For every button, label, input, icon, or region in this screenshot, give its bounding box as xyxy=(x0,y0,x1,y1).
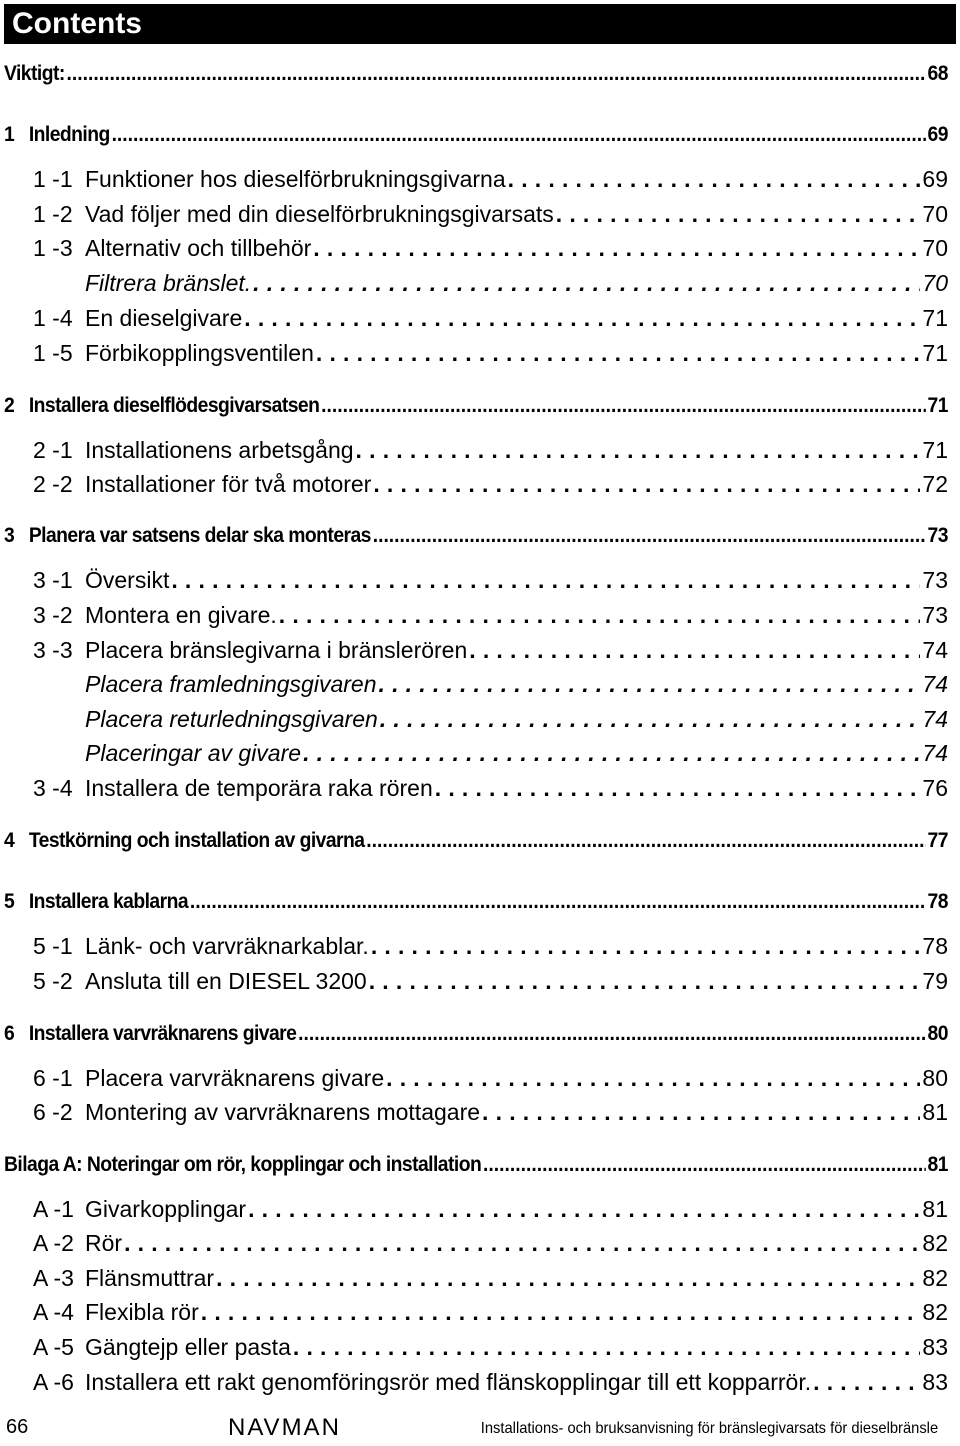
toc-entry-page: 77 xyxy=(927,829,948,852)
dot-leader xyxy=(321,394,925,418)
dot-leader xyxy=(253,270,920,297)
toc-entry[interactable] xyxy=(33,1099,948,1131)
dot-leader xyxy=(316,340,921,367)
dot-leader xyxy=(379,671,921,698)
toc-entry-title: Installera de temporära raka rören xyxy=(85,775,433,801)
toc-entry-number: 1 xyxy=(4,123,15,146)
toc-entry-page: 73 xyxy=(922,602,948,628)
toc-entry-title: Förbikopplingsventilen xyxy=(85,340,314,366)
toc-entry-number: 6 xyxy=(4,1022,15,1045)
toc-entry-title: Placera framledningsgivaren xyxy=(85,671,377,697)
toc-entry[interactable] xyxy=(33,1265,948,1297)
toc-entry-title: Placeringar av givare xyxy=(85,740,302,766)
dot-leader xyxy=(371,933,921,960)
dot-leader xyxy=(313,235,920,262)
toc-entry-page: 71 xyxy=(922,340,948,366)
toc-entry-number: 1 -2 xyxy=(33,201,73,227)
toc-entry-title: Placera returledningsgivaren xyxy=(85,706,378,732)
toc-entry[interactable] xyxy=(4,1153,948,1183)
dot-leader xyxy=(112,123,926,147)
dot-leader xyxy=(356,437,921,464)
toc-entry-page: 71 xyxy=(922,305,948,331)
toc-entry-title: Gängtejp eller pasta xyxy=(85,1334,291,1360)
toc-entry-page: 74 xyxy=(922,637,948,663)
toc-entry-page: 80 xyxy=(927,1022,948,1045)
toc-entry-title: Filtrera bränslet. xyxy=(85,270,252,296)
toc-entry-page: 70 xyxy=(922,201,948,227)
toc-entry-title: Montera en givare. xyxy=(85,602,277,628)
toc-entry[interactable] xyxy=(33,235,948,267)
toc-entry-page: 80 xyxy=(922,1065,948,1091)
toc-entry[interactable] xyxy=(33,1334,948,1366)
toc-entry-number: 5 xyxy=(4,890,15,913)
toc-entry-page: 74 xyxy=(922,740,948,766)
dot-leader xyxy=(244,305,920,332)
dot-leader xyxy=(482,1099,920,1126)
toc-entry[interactable] xyxy=(33,637,948,669)
toc-entry-title: Givarkopplingar xyxy=(85,1196,247,1222)
toc-entry-page: 69 xyxy=(922,166,948,192)
toc-entry-number: 3 -4 xyxy=(33,775,73,801)
toc-entry-number: A -1 xyxy=(33,1196,74,1222)
dot-leader xyxy=(248,1196,920,1223)
dot-leader xyxy=(366,829,925,853)
toc-entry-title: Placera bränslegivarna i bränslerören xyxy=(85,637,468,663)
toc-entry[interactable] xyxy=(33,437,948,469)
toc-entry-title: Inledning xyxy=(28,123,110,146)
toc-entry[interactable] xyxy=(33,201,948,233)
dot-leader xyxy=(483,1153,926,1177)
dot-leader xyxy=(373,471,920,498)
toc-entry-title: Installera ett rakt genomföringsrör med flänskopplingar till ett kopparrör. xyxy=(85,1369,812,1395)
dot-leader xyxy=(556,201,921,228)
dot-leader xyxy=(469,637,920,664)
toc-entry-number: 3 xyxy=(4,524,15,547)
toc-entry-title: Funktioner hos dieselförbrukningsgivarna xyxy=(85,166,506,192)
page-title: Contents xyxy=(12,7,142,40)
toc-entry-title: Flänsmuttrar xyxy=(85,1265,215,1291)
toc-entry[interactable] xyxy=(4,890,948,920)
toc-entry-title: Placera varvräknarens givare xyxy=(85,1065,385,1091)
toc-entry[interactable] xyxy=(33,775,948,807)
dot-leader xyxy=(303,740,920,767)
toc-entry-number: 3 -1 xyxy=(33,567,73,593)
toc-entry-page: 79 xyxy=(922,968,948,994)
toc-entry-page: 74 xyxy=(922,706,948,732)
toc-entry-number: 1 -5 xyxy=(33,340,73,366)
toc-entry-title: Planera var satsens delar ska monteras xyxy=(28,524,371,547)
toc-entry-title: Installera varvräknarens givare xyxy=(28,1022,297,1045)
toc-entry-number: A -2 xyxy=(33,1230,74,1256)
toc-entry[interactable] xyxy=(33,1065,948,1097)
toc-entry-page: 69 xyxy=(927,123,948,146)
toc-entry-title: Flexibla rör xyxy=(85,1299,199,1325)
toc-entry[interactable] xyxy=(33,305,948,337)
toc-entry[interactable] xyxy=(4,62,948,92)
toc-entry-title: Installationer för två motorer xyxy=(85,471,372,497)
toc-entry-number: 1 -3 xyxy=(33,235,73,261)
toc-entry[interactable] xyxy=(33,968,948,1000)
toc-entry-number: 3 -2 xyxy=(33,602,73,628)
toc-entry-title: Bilaga A: Noteringar om rör, kopplingar och installation xyxy=(4,1153,482,1176)
toc-entry[interactable] xyxy=(85,671,948,703)
dot-leader xyxy=(67,62,926,86)
toc-entry-page: 78 xyxy=(927,890,948,913)
toc-entry[interactable] xyxy=(4,394,948,424)
toc-entry-title: Installera kablarna xyxy=(28,890,189,913)
toc-entry-number: A -3 xyxy=(33,1265,74,1291)
dot-leader xyxy=(216,1265,920,1292)
toc-entry-title: Vad följer med din dieselförbrukningsgivarsats xyxy=(85,201,554,227)
toc-entry[interactable] xyxy=(85,740,948,772)
toc-entry-page: 81 xyxy=(922,1099,948,1125)
toc-entry-number: A -6 xyxy=(33,1369,74,1395)
toc-entry[interactable] xyxy=(4,1022,948,1052)
dot-leader xyxy=(171,567,920,594)
toc-entry-page: 74 xyxy=(922,671,948,697)
dot-leader xyxy=(201,1299,921,1326)
toc-entry-title: Länk- och varvräknarkablar. xyxy=(85,933,369,959)
dot-leader xyxy=(124,1230,920,1257)
toc-entry-title: En dieselgivare xyxy=(85,305,243,331)
toc-entry-title: Viktigt: xyxy=(4,62,65,85)
toc-entry-number: A -4 xyxy=(33,1299,74,1325)
toc-entry-number: 3 -3 xyxy=(33,637,73,663)
dot-leader xyxy=(298,1022,925,1046)
toc-entry-page: 82 xyxy=(922,1265,948,1291)
toc-entry-page: 83 xyxy=(922,1334,948,1360)
toc-entry-number: 2 -2 xyxy=(33,471,73,497)
toc-entry-title: Alternativ och tillbehör xyxy=(85,235,312,261)
toc-entry[interactable] xyxy=(33,1369,948,1401)
brand-logo: NAVMAN xyxy=(228,1414,341,1441)
toc-entry-number: 4 xyxy=(4,829,15,852)
toc-entry-page: 70 xyxy=(922,235,948,261)
toc-entry-page: 76 xyxy=(922,775,948,801)
toc-entry-page: 71 xyxy=(922,437,948,463)
toc-entry-title: Testkörning och installation av givarna xyxy=(28,829,365,852)
toc-entry[interactable] xyxy=(85,706,948,738)
toc-entry-number: 6 -2 xyxy=(33,1099,73,1125)
toc-entry-page: 78 xyxy=(922,933,948,959)
toc-entry-title: Montering av varvräknarens mottagare xyxy=(85,1099,481,1125)
toc-entry-number: 1 -1 xyxy=(33,166,73,192)
toc-entry-page: 73 xyxy=(927,524,948,547)
toc-entry-title: Installationens arbetsgång xyxy=(85,437,354,463)
toc-entry-page: 81 xyxy=(927,1153,948,1176)
dot-leader xyxy=(369,968,921,995)
toc-entry-title: Installera dieselflödesgivarsatsen xyxy=(28,394,320,417)
dot-leader xyxy=(279,602,921,629)
dot-leader xyxy=(386,1065,920,1092)
toc-entry-number: 5 -2 xyxy=(33,968,73,994)
toc-entry-number: A -5 xyxy=(33,1334,74,1360)
toc-entry[interactable] xyxy=(33,1299,948,1331)
dot-leader xyxy=(293,1334,921,1361)
toc-entry-number: 1 -4 xyxy=(33,305,73,331)
toc-entry-page: 82 xyxy=(922,1230,948,1256)
toc-entry-number: 5 -1 xyxy=(33,933,73,959)
footer-page-number: 66 xyxy=(6,1416,29,1438)
toc-entry-title: Ansluta till en DIESEL 3200 xyxy=(85,968,367,994)
toc-entry[interactable] xyxy=(33,933,948,965)
toc-entry-page: 68 xyxy=(927,62,948,85)
toc-entry-page: 72 xyxy=(922,471,948,497)
toc-entry[interactable] xyxy=(33,567,948,599)
toc-entry[interactable] xyxy=(4,524,948,554)
toc-entry-page: 73 xyxy=(922,567,948,593)
toc-entry[interactable] xyxy=(33,471,948,503)
toc-entry-page: 71 xyxy=(927,394,948,417)
toc-entry[interactable] xyxy=(33,340,948,372)
dot-leader xyxy=(813,1369,920,1396)
toc-entry-title: Översikt xyxy=(85,567,170,593)
footer-description: Installations- och bruksanvisning för bränslegivarsats för dieselbränsle xyxy=(480,1420,938,1437)
toc-entry[interactable] xyxy=(4,123,948,153)
toc-entry-page: 70 xyxy=(922,270,948,296)
dot-leader xyxy=(373,524,926,548)
dot-leader xyxy=(508,166,921,193)
toc-entry[interactable] xyxy=(4,829,948,859)
toc-entry[interactable] xyxy=(33,1196,948,1228)
toc-entry-number: 6 -1 xyxy=(33,1065,73,1091)
toc-entry[interactable] xyxy=(33,1230,948,1262)
toc-entry-title: Rör xyxy=(85,1230,123,1256)
toc-entry-number: 2 -1 xyxy=(33,437,73,463)
toc-entry[interactable] xyxy=(33,602,948,634)
toc-entry-page: 83 xyxy=(922,1369,948,1395)
toc-entry-number: 2 xyxy=(4,394,15,417)
dot-leader xyxy=(435,775,921,802)
toc-entry-page: 82 xyxy=(922,1299,948,1325)
dot-leader xyxy=(190,890,926,914)
toc-entry-page: 81 xyxy=(922,1196,948,1222)
dot-leader xyxy=(380,706,921,733)
toc-entry[interactable] xyxy=(33,166,948,198)
toc-entry[interactable] xyxy=(85,270,948,302)
